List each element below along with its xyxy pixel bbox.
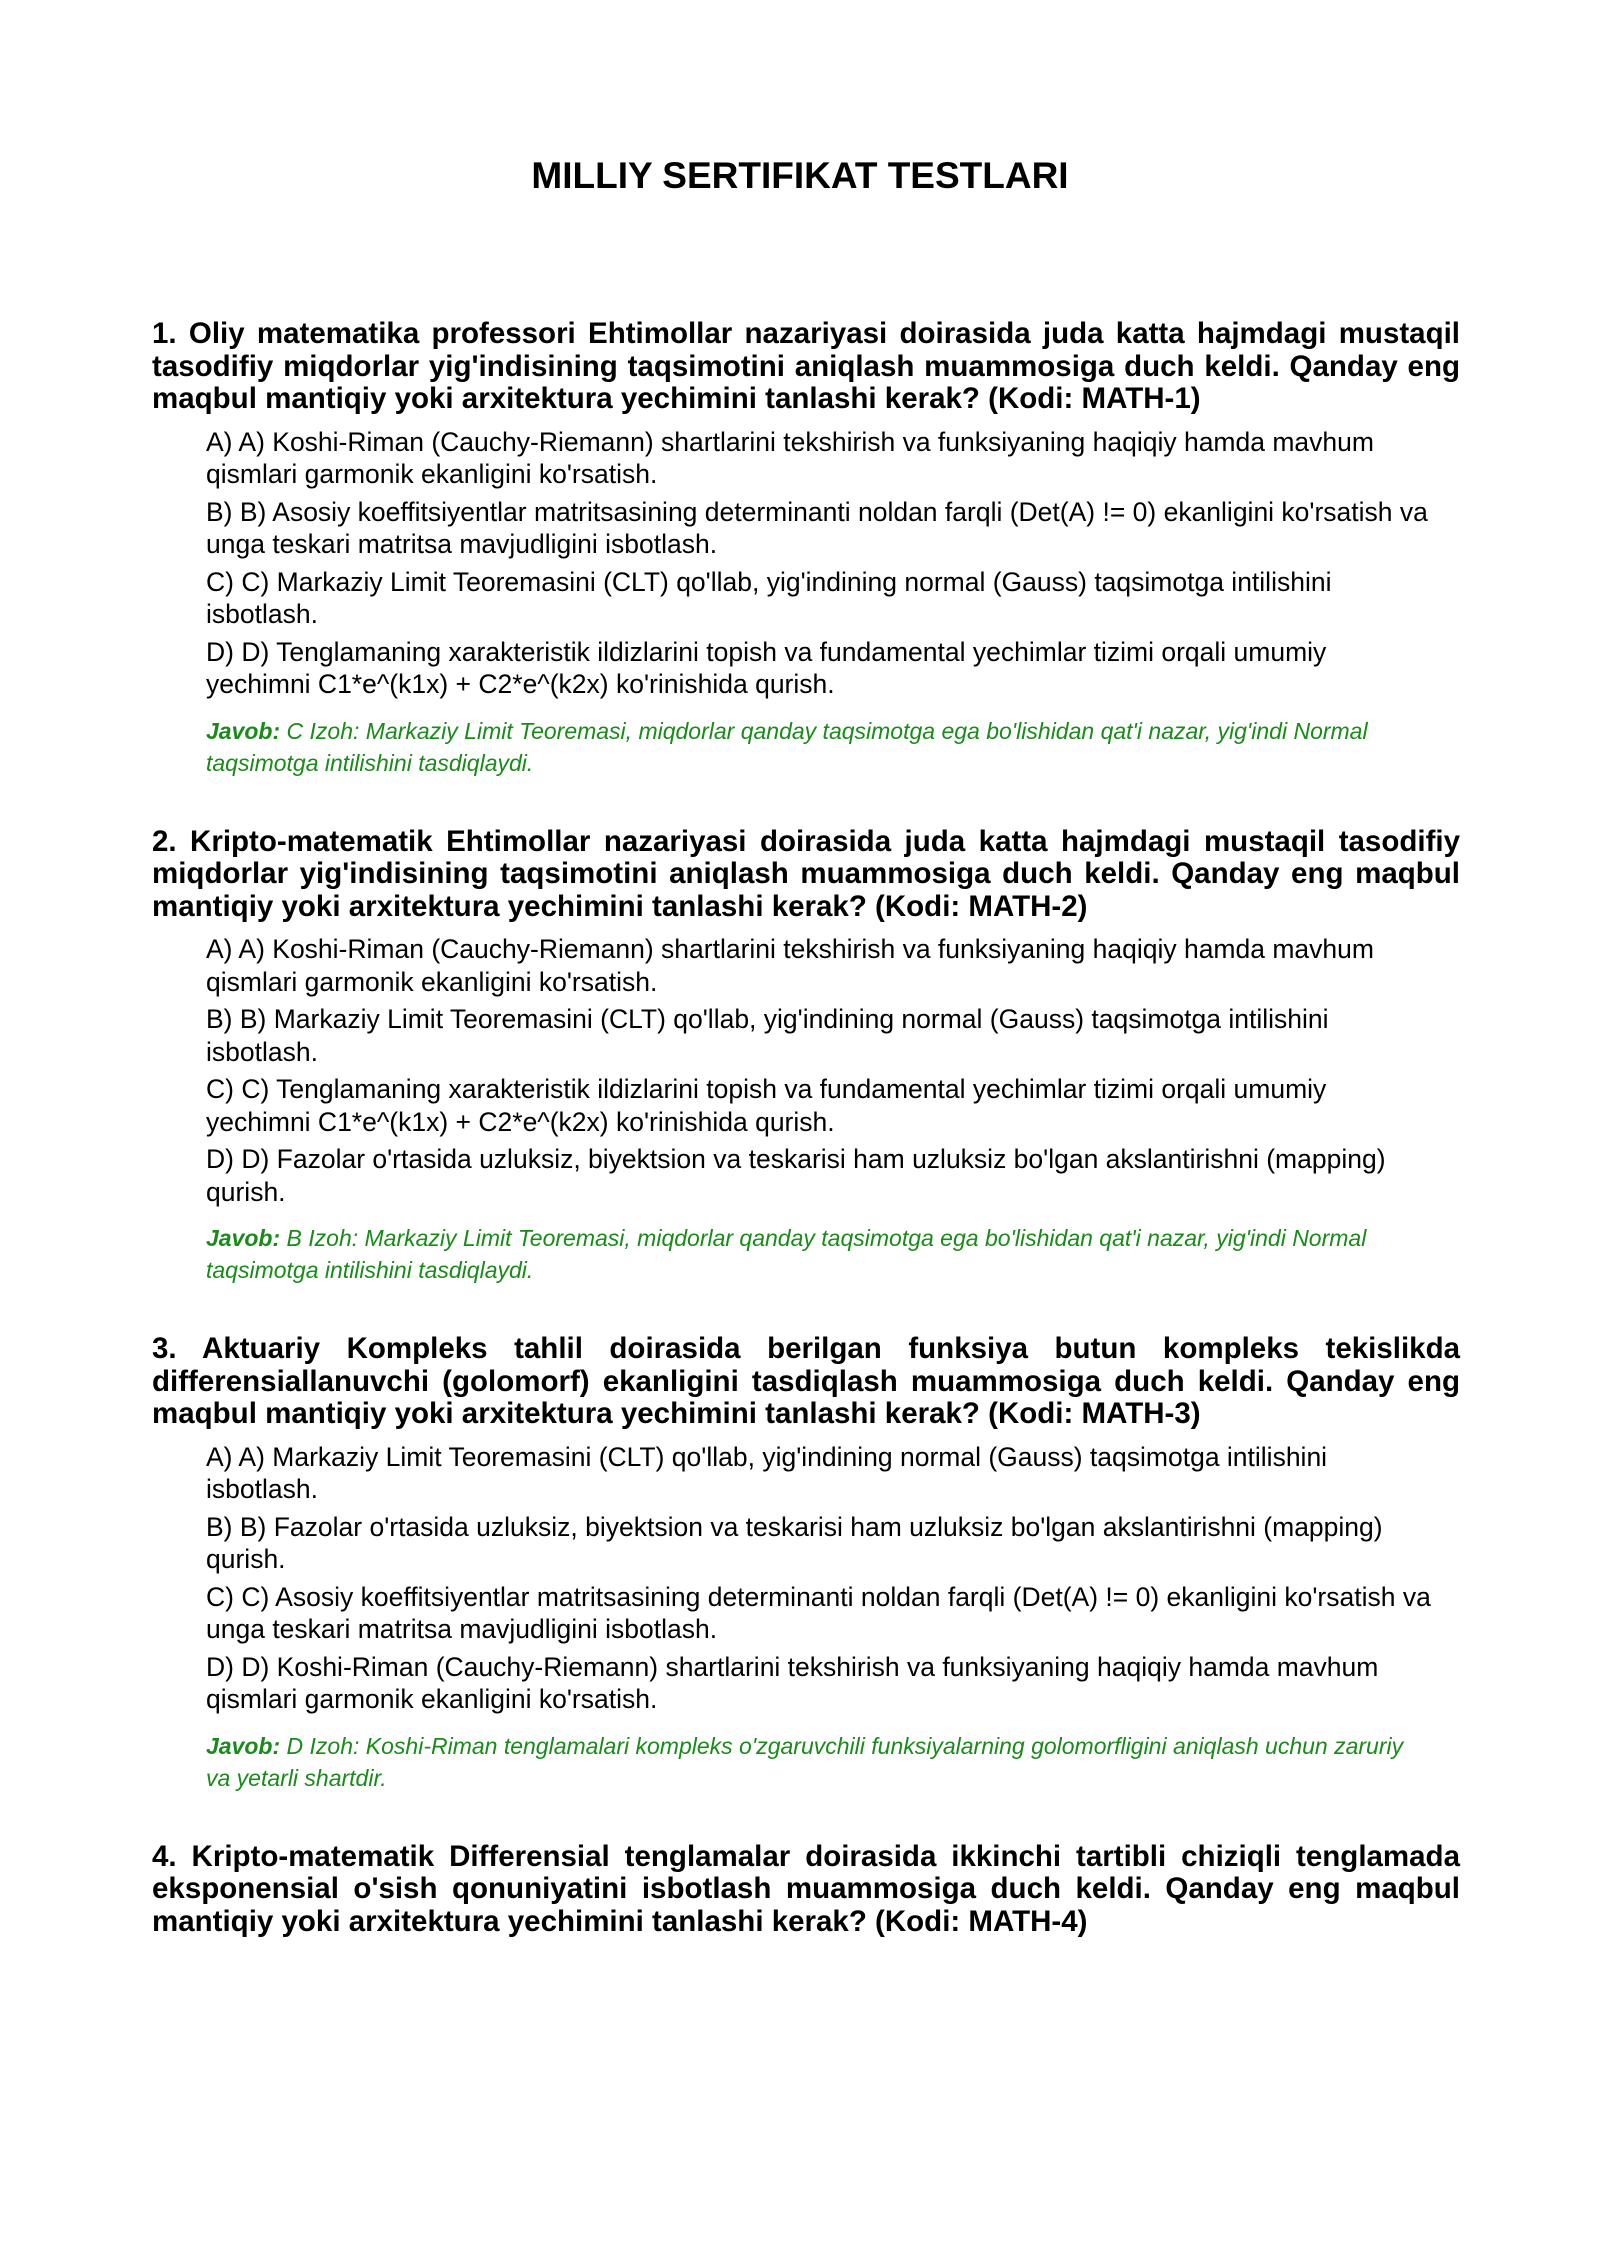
option-c: C) C) Tenglamaning xarakteristik ildizlarini topish va fundamental yechimlar tizimi orqali umumiy yechimni C1*e^(k1x) + C2*e^(k2x) ko'rinishida qurish. bbox=[206, 1074, 1327, 1137]
question-text: 4. Kripto-matematik Differensial tenglamalar doirasida ikkinchi tartibli chiziqli tenglamada eksponensial o'sish qonuniyatini isbotlash muammosiga duch keldi. Qanday eng maqbul mantiqiy yoki arxitektura yechimini tanlashi kerak? (Kodi: MATH-4) bbox=[152, 1839, 1460, 1938]
answer-explanation bbox=[206, 715, 1426, 779]
question-list bbox=[152, 318, 1460, 1985]
answer-explanation bbox=[206, 1222, 1426, 1286]
question-item bbox=[152, 1333, 1460, 1794]
question-item bbox=[152, 318, 1460, 779]
question-text: 2. Kripto-matematik Ehtimollar nazariyasi doirasida juda katta hajmdagi mustaqil tasodifiy miqdorlar yig'indisining taqsimotini aniqlash muammosiga duch keldi. Qanday eng maqbul mantiqiy yoki arxitektura yechimini tanlashi kerak? (Kodi: MATH-2) bbox=[152, 824, 1460, 923]
option-a: A) A) Koshi-Riman (Cauchy-Riemann) shartlarini tekshirish va funksiyaning haqiqiy hamda mavhum qismlari garmonik ekanligini ko'rsatish. bbox=[206, 934, 1374, 997]
option-b: B) B) Fazolar o'rtasida uzluksiz, biyektsion va teskarisi ham uzluksiz bo'lgan akslantirishni (mapping) qurish. bbox=[206, 1511, 1383, 1574]
answer-label: Javob: bbox=[206, 717, 281, 744]
answer-text: B Izoh: Markaziy Limit Teoremasi, miqdorlar qanday taqsimotga ega bo'lishidan qat'i nazar, yig'indi Normal taqsimotga intilishini tasdiqlaydi. bbox=[206, 1225, 1367, 1283]
option-list bbox=[206, 1441, 1460, 1716]
option-list bbox=[206, 933, 1460, 1208]
option-d: D) D) Tenglamaning xarakteristik ildizlarini topish va fundamental yechimlar tizimi orqali umumiy yechimni C1*e^(k1x) + C2*e^(k2x) ko'rinishida qurish. bbox=[206, 636, 1327, 699]
page-title: MILLIY SERTIFIKAT TESTLARI bbox=[531, 155, 1069, 196]
option-list bbox=[206, 426, 1460, 701]
question-item bbox=[152, 826, 1460, 1287]
option-b: B) B) Markaziy Limit Teoremasini (CLT) qo'llab, yig'indining normal (Gauss) taqsimotga intilishini isbotlash. bbox=[206, 1004, 1329, 1067]
option-a: A) A) Markaziy Limit Teoremasini (CLT) qo'llab, yig'indining normal (Gauss) taqsimotga intilishini isbotlash. bbox=[206, 1441, 1328, 1504]
option-b: B) B) Asosiy koeffitsiyentlar matritsasining determinanti noldan farqli (Det(A) != 0) ekanligini ko'rsatish va unga teskari matritsa mavjudligini isbotlash. bbox=[206, 496, 1428, 559]
answer-label: Javob: bbox=[206, 1732, 281, 1759]
answer-label: Javob: bbox=[206, 1225, 281, 1251]
option-a: A) A) Koshi-Riman (Cauchy-Riemann) shartlarini tekshirish va funksiyaning haqiqiy hamda mavhum qismlari garmonik ekanligini ko'rsatish. bbox=[206, 426, 1374, 489]
question-text: 3. Aktuariy Kompleks tahlil doirasida berilgan funksiya butun kompleks tekislikda differensiallanuvchi (golomorf) ekanligini tasdiqlash muammosiga duch keldi. Qanday eng maqbul mantiqiy yoki arxitektura yechimini tanlashi kerak? (Kodi: MATH-3) bbox=[152, 1332, 1460, 1430]
answer-text: D Izoh: Koshi-Riman tenglamalari kompleks o'zgaruvchili funksiyalarning golomorfligini aniqlash uchun zaruriy va yetarli shartdir. bbox=[206, 1732, 1404, 1791]
question-text: 1. Oliy matematika professori Ehtimollar nazariyasi doirasida juda katta hajmdagi mustaqil tasodifiy miqdorlar yig'indisining taqsimotini aniqlash muammosiga duch keldi. Qanday eng maqbul mantiqiy yoki arxitektura yechimini tanlashi kerak? (Kodi: MATH-1) bbox=[152, 317, 1460, 415]
option-c: C) C) Asosiy koeffitsiyentlar matritsasining determinanti noldan farqli (Det(A) != 0) ekanligini ko'rsatish va unga teskari matritsa mavjudligini isbotlash. bbox=[206, 1581, 1431, 1644]
option-c: C) C) Markaziy Limit Teoremasini (CLT) qo'llab, yig'indining normal (Gauss) taqsimotga intilishini isbotlash. bbox=[206, 566, 1332, 629]
answer-text: C Izoh: Markaziy Limit Teoremasi, miqdorlar qanday taqsimotga ega bo'lishidan qat'i nazar, yig'indi Normal taqsimotga intilishini tasdiqlaydi. bbox=[206, 717, 1368, 776]
answer-explanation bbox=[206, 1730, 1426, 1794]
question-item bbox=[152, 1841, 1460, 1939]
option-d: D) D) Fazolar o'rtasida uzluksiz, biyektsion va teskarisi ham uzluksiz bo'lgan akslantirishni (mapping) qurish. bbox=[206, 1144, 1386, 1207]
option-d: D) D) Koshi-Riman (Cauchy-Riemann) shartlarini tekshirish va funksiyaning haqiqiy hamda mavhum qismlari garmonik ekanligini ko'rsatish. bbox=[206, 1651, 1379, 1714]
